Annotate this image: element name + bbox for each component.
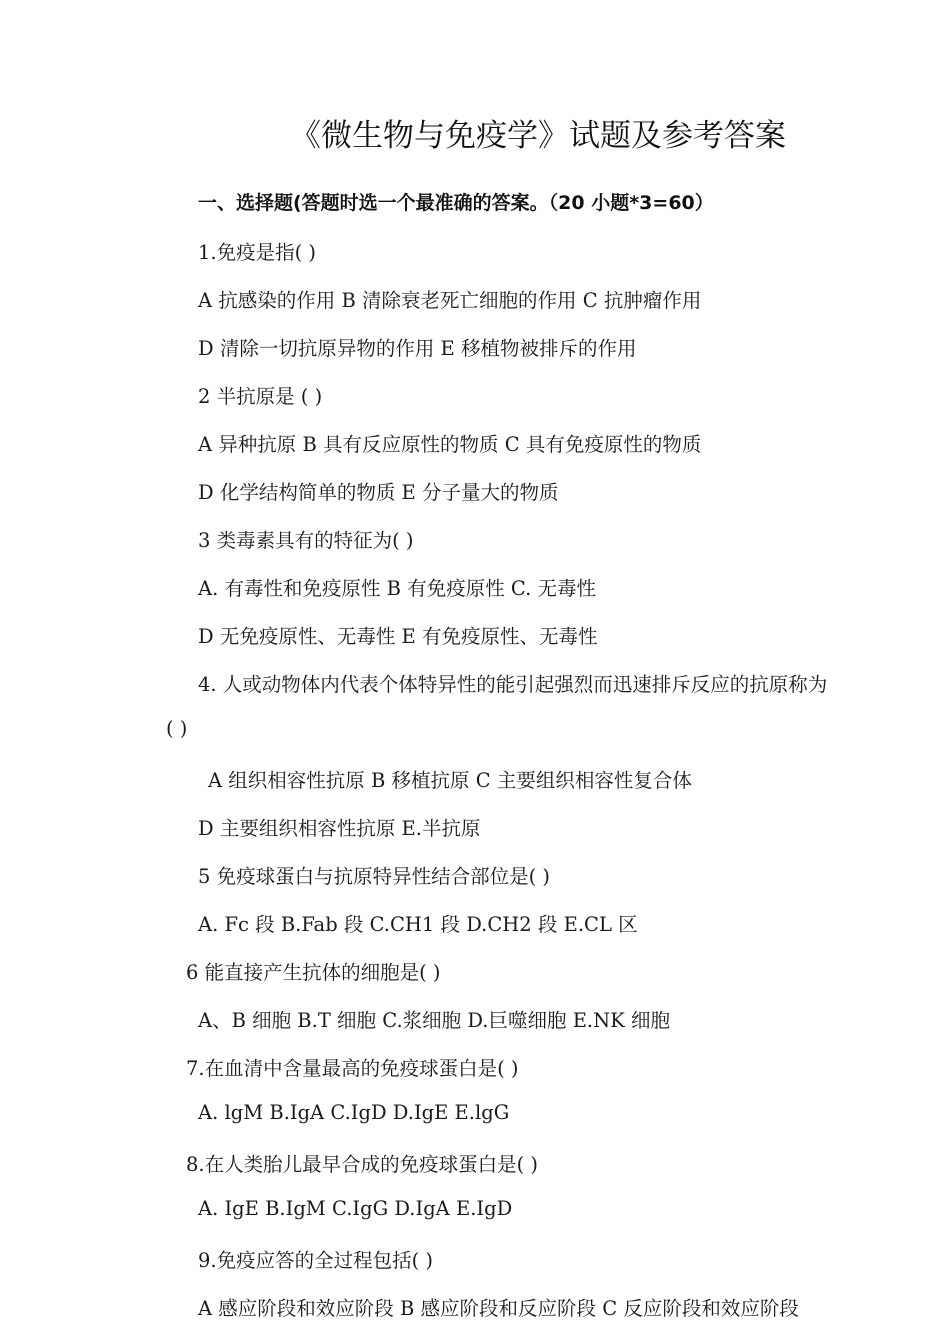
question-1-options-b: D 清除一切抗原异物的作用 E 移植物被排斥的作用 xyxy=(198,337,637,360)
question-9-options-a: A 感应阶段和效应阶段 B 感应阶段和反应阶段 C 反应阶段和效应阶段 xyxy=(198,1297,799,1320)
document-title: 《微生物与免疫学》试题及参考答案 xyxy=(290,118,786,154)
question-4-options-a: A 组织相容性抗原 B 移植抗原 C 主要组织相容性复合体 xyxy=(208,769,692,792)
question-1: 1.免疫是指( ) xyxy=(198,241,317,264)
question-5-options: A. Fc 段 B.Fab 段 C.CH1 段 D.CH2 段 E.CL 区 xyxy=(198,913,638,936)
question-1-options-a: A 抗感染的作用 B 清除衰老死亡细胞的作用 C 抗肿瘤作用 xyxy=(198,289,702,312)
question-8: 8.在人类胎儿最早合成的免疫球蛋白是( ) xyxy=(186,1153,539,1176)
question-2: 2 半抗原是 ( ) xyxy=(198,385,323,408)
question-4: 4. 人或动物体内代表个体特异性的能引起强烈而迅速排斥反应的抗原称为 xyxy=(198,673,828,696)
question-7-options: A. lgM B.IgA C.IgD D.IgE E.lgG xyxy=(198,1101,510,1124)
question-2-options-a: A 异种抗原 B 具有反应原性的物质 C 具有免疫原性的物质 xyxy=(198,433,702,456)
question-8-options: A. IgE B.IgM C.IgG D.IgA E.IgD xyxy=(198,1197,513,1220)
question-3-options-b: D 无免疫原性、无毒性 E 有免疫原性、无毒性 xyxy=(198,625,598,648)
question-4-blank: ( ) xyxy=(166,717,188,740)
section-heading: 一、选择题(答题时选一个最准确的答案。（20 小题*3=60） xyxy=(198,192,714,214)
question-3-options-a: A. 有毒性和免疫原性 B 有免疫原性 C. 无毒性 xyxy=(198,577,597,600)
question-6-options: A、B 细胞 B.T 细胞 C.浆细胞 D.巨噬细胞 E.NK 细胞 xyxy=(198,1009,670,1032)
question-5: 5 免疫球蛋白与抗原特异性结合部位是( ) xyxy=(198,865,551,888)
question-7: 7.在血清中含量最高的免疫球蛋白是( ) xyxy=(186,1057,519,1080)
question-9: 9.免疫应答的全过程包括( ) xyxy=(198,1249,434,1272)
question-3: 3 类毒素具有的特征为( ) xyxy=(198,529,414,552)
question-4-options-b: D 主要组织相容性抗原 E.半抗原 xyxy=(198,817,481,840)
question-6: 6 能直接产生抗体的细胞是( ) xyxy=(186,961,441,984)
question-2-options-b: D 化学结构简单的物质 E 分子量大的物质 xyxy=(198,481,559,504)
